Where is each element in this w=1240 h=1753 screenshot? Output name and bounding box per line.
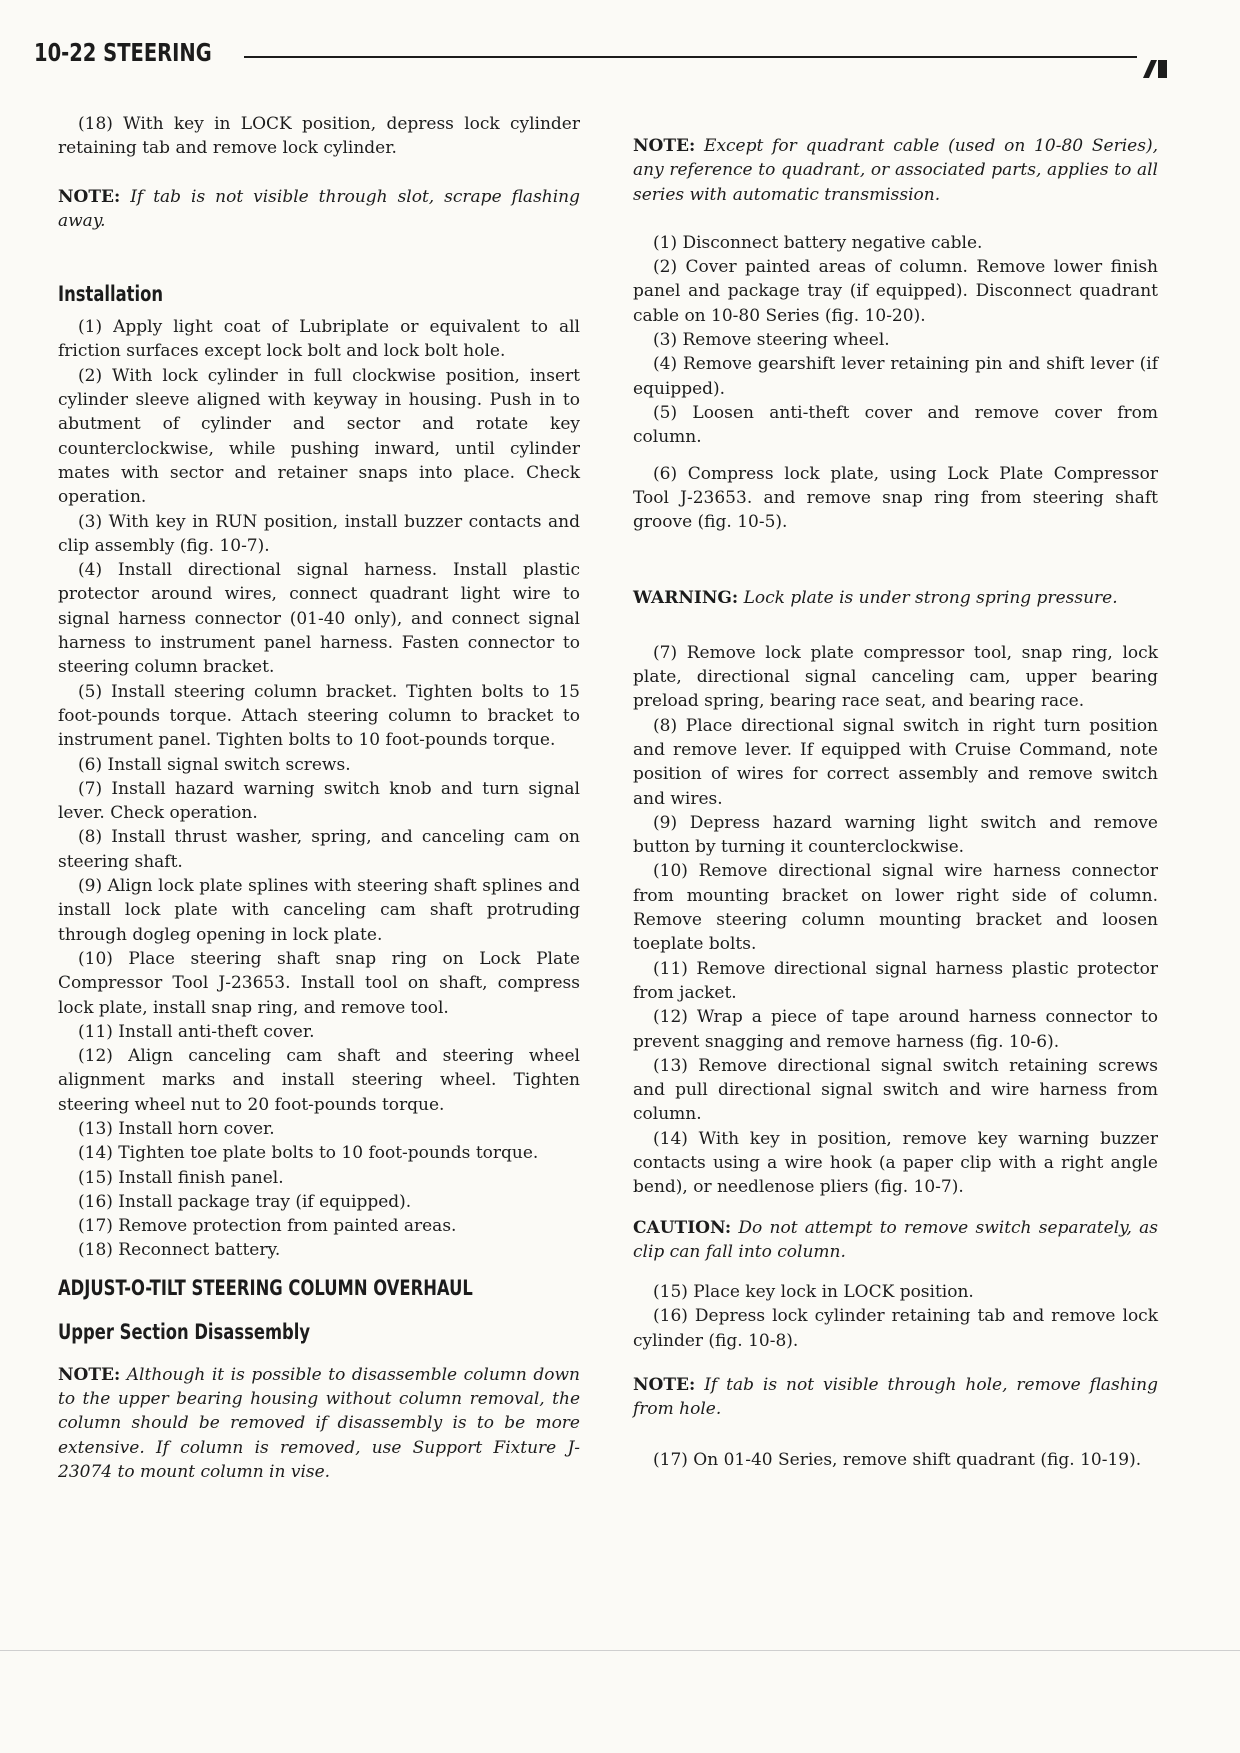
warning-note [633, 586, 1158, 610]
note-label: NOTE: [58, 186, 121, 207]
step-paragraph: (7) Remove lock plate compressor tool, snap ring, lock plate, directional signal canceling cam, upper bearing preload spring, bearing race seat, and bearing race. [633, 642, 1158, 712]
page-bottom-edge [0, 1650, 1240, 1651]
step-paragraph: (2) Cover painted areas of column. Remove lower finish panel and package tray (if equipped). Disconnect quadrant cable on 10-80 Series (fig. 10-20). [633, 257, 1158, 326]
step-paragraph: (8) Place directional signal switch in right turn position and remove lever. If equipped with Cruise Command, note position of wires for correct assembly and remove switch and wires. [633, 715, 1158, 809]
step-paragraph: (9) Depress hazard warning light switch and remove button by turning it counterclockwise. [633, 812, 1158, 858]
step-paragraph: (3) Remove steering wheel. [653, 330, 890, 351]
step-paragraph: (3) With key in RUN position, install buzzer contacts and clip assembly (fig. 10-7). [58, 511, 580, 556]
warning-label: WARNING: [633, 588, 739, 609]
caution-note [633, 1216, 1158, 1265]
step-paragraph: (1) Apply light coat of Lubriplate or equivalent to all friction surfaces except lock bolt and lock bolt hole. [58, 317, 580, 362]
step-paragraph: (18) With key in LOCK position, depress lock cylinder retaining tab and remove lock cylinder. [58, 114, 580, 159]
note-text: Although it is possible to disassemble column down to the upper bearing housing without column removal, the column should be removed if disassembly is to be more extensive. If column is removed, use Support Fixture J-23074 to mount column in vise. [58, 1364, 580, 1482]
step-paragraph: (6) Compress lock plate, using Lock Plate Compressor Tool J-23653. and remove snap ring from steering shaft groove (fig. 10-5). [633, 463, 1158, 533]
upper-section-heading: Upper Section Disassembly [58, 1319, 311, 1344]
step-paragraph: (17) On 01-40 Series, remove shift quadrant (fig. 10-19). [653, 1449, 1142, 1470]
step-paragraph: (16) Install package tray (if equipped). [78, 1191, 412, 1212]
step-paragraph: (7) Install hazard warning switch knob and turn signal lever. Check operation. [58, 778, 580, 824]
step-paragraph: (13) Install horn cover. [78, 1118, 275, 1139]
step-paragraph: (1) Disconnect battery negative cable. [653, 232, 983, 253]
right-column [633, 134, 1158, 1472]
step-paragraph: (11) Remove directional signal harness plastic protector from jacket. [633, 958, 1158, 1003]
step-paragraph: (12) Wrap a piece of tape around harness connector to prevent snagging and remove harness (fig. 10-6). [633, 1007, 1158, 1052]
note-label: NOTE: [58, 1364, 121, 1385]
step-paragraph: (13) Remove directional signal switch retaining screws and pull directional signal switch and wire harness from column. [633, 1055, 1158, 1125]
page-title: 10-22 STEERING [34, 38, 212, 67]
step-paragraph: (5) Loosen anti-theft cover and remove cover from column. [633, 402, 1158, 448]
step-paragraph: (14) With key in position, remove key warning buzzer contacts using a wire hook (a paper clip with a right angle bend), or needlenose pliers (fig. 10-7). [633, 1128, 1158, 1198]
caution-label: CAUTION: [633, 1217, 732, 1238]
left-column [58, 112, 580, 1484]
step-paragraph: (4) Remove gearshift lever retaining pin and shift lever (if equipped). [633, 354, 1158, 399]
header-rule [244, 56, 1137, 58]
note-label: NOTE: [633, 1375, 696, 1396]
note [633, 134, 1158, 207]
step-paragraph: (9) Align lock plate splines with steering shaft splines and install lock plate with canceling cam shaft protruding through dogleg opening in lock plate. [58, 876, 580, 945]
step-paragraph: (2) With lock cylinder in full clockwise position, insert cylinder sleeve aligned with keyway in housing. Push in to abutment of cylinder and sector and rotate key counterclockwise, while pushing inward, until cylinder mates with sector and retainer snaps into place. Check operation. [58, 365, 580, 508]
step-paragraph: (10) Remove directional signal wire harness connector from mounting bracket on lower right side of column. Remove steering column mounting bracket and loosen toeplate bolts. [633, 861, 1158, 955]
note-label: NOTE: [633, 136, 696, 156]
step-paragraph: (15) Place key lock in LOCK position. [653, 1282, 974, 1303]
step-paragraph: (10) Place steering shaft snap ring on Lock Plate Compressor Tool J-23653. Install tool on shaft, compress lock plate, install snap ring, and remove tool. [58, 948, 580, 1018]
step-paragraph: (17) Remove protection from painted areas. [78, 1216, 457, 1237]
warning-text: Lock plate is under strong spring pressure. [743, 588, 1118, 609]
step-paragraph: (5) Install steering column bracket. Tighten bolts to 15 foot-pounds torque. Attach steering column to bracket to instrument panel. Tighten bolts to 10 foot-pounds torque. [58, 681, 580, 751]
step-paragraph: (6) Install signal switch screws. [78, 754, 351, 775]
note [58, 185, 580, 234]
step-paragraph: (14) Tighten toe plate bolts to 10 foot-pounds torque. [78, 1143, 539, 1164]
step-paragraph: (15) Install finish panel. [78, 1167, 284, 1188]
step-paragraph: (11) Install anti-theft cover. [78, 1021, 315, 1042]
step-paragraph: (16) Depress lock cylinder retaining tab and remove lock cylinder (fig. 10-8). [633, 1306, 1158, 1351]
step-paragraph: (8) Install thrust washer, spring, and canceling cam on steering shaft. [58, 827, 580, 872]
overhaul-heading: ADJUST-O-TILT STEERING COLUMN OVERHAUL [58, 1275, 473, 1300]
step-paragraph: (12) Align canceling cam shaft and steering wheel alignment marks and install steering wheel. Tighten steering wheel nut to 20 foot-pounds torque. [58, 1046, 580, 1115]
note-text: If tab is not visible through hole, remove flashing from hole. [633, 1375, 1158, 1420]
note [58, 1363, 580, 1484]
note [633, 1373, 1158, 1422]
step-paragraph: (18) Reconnect battery. [78, 1240, 281, 1261]
note-text: Except for quadrant cable (used on 10-80 Series), any reference to quadrant, or associated parts, applies to all series with automatic transmission. [633, 136, 1158, 205]
installation-heading: Installation [58, 282, 164, 307]
caution-text: Do not attempt to remove switch separately, as clip can fall into column. [633, 1217, 1158, 1262]
section-tab-mark-icon [1141, 58, 1169, 78]
step-paragraph: (4) Install directional signal harness. Install plastic protector around wires, connect quadrant light wire to signal harness connector (01-40 only), and connect signal harness to instrument panel harness. Fasten connector to steering column bracket. [58, 560, 580, 678]
page-header [34, 38, 1169, 78]
note-text: If tab is not visible through slot, scrape flashing away. [58, 186, 581, 231]
